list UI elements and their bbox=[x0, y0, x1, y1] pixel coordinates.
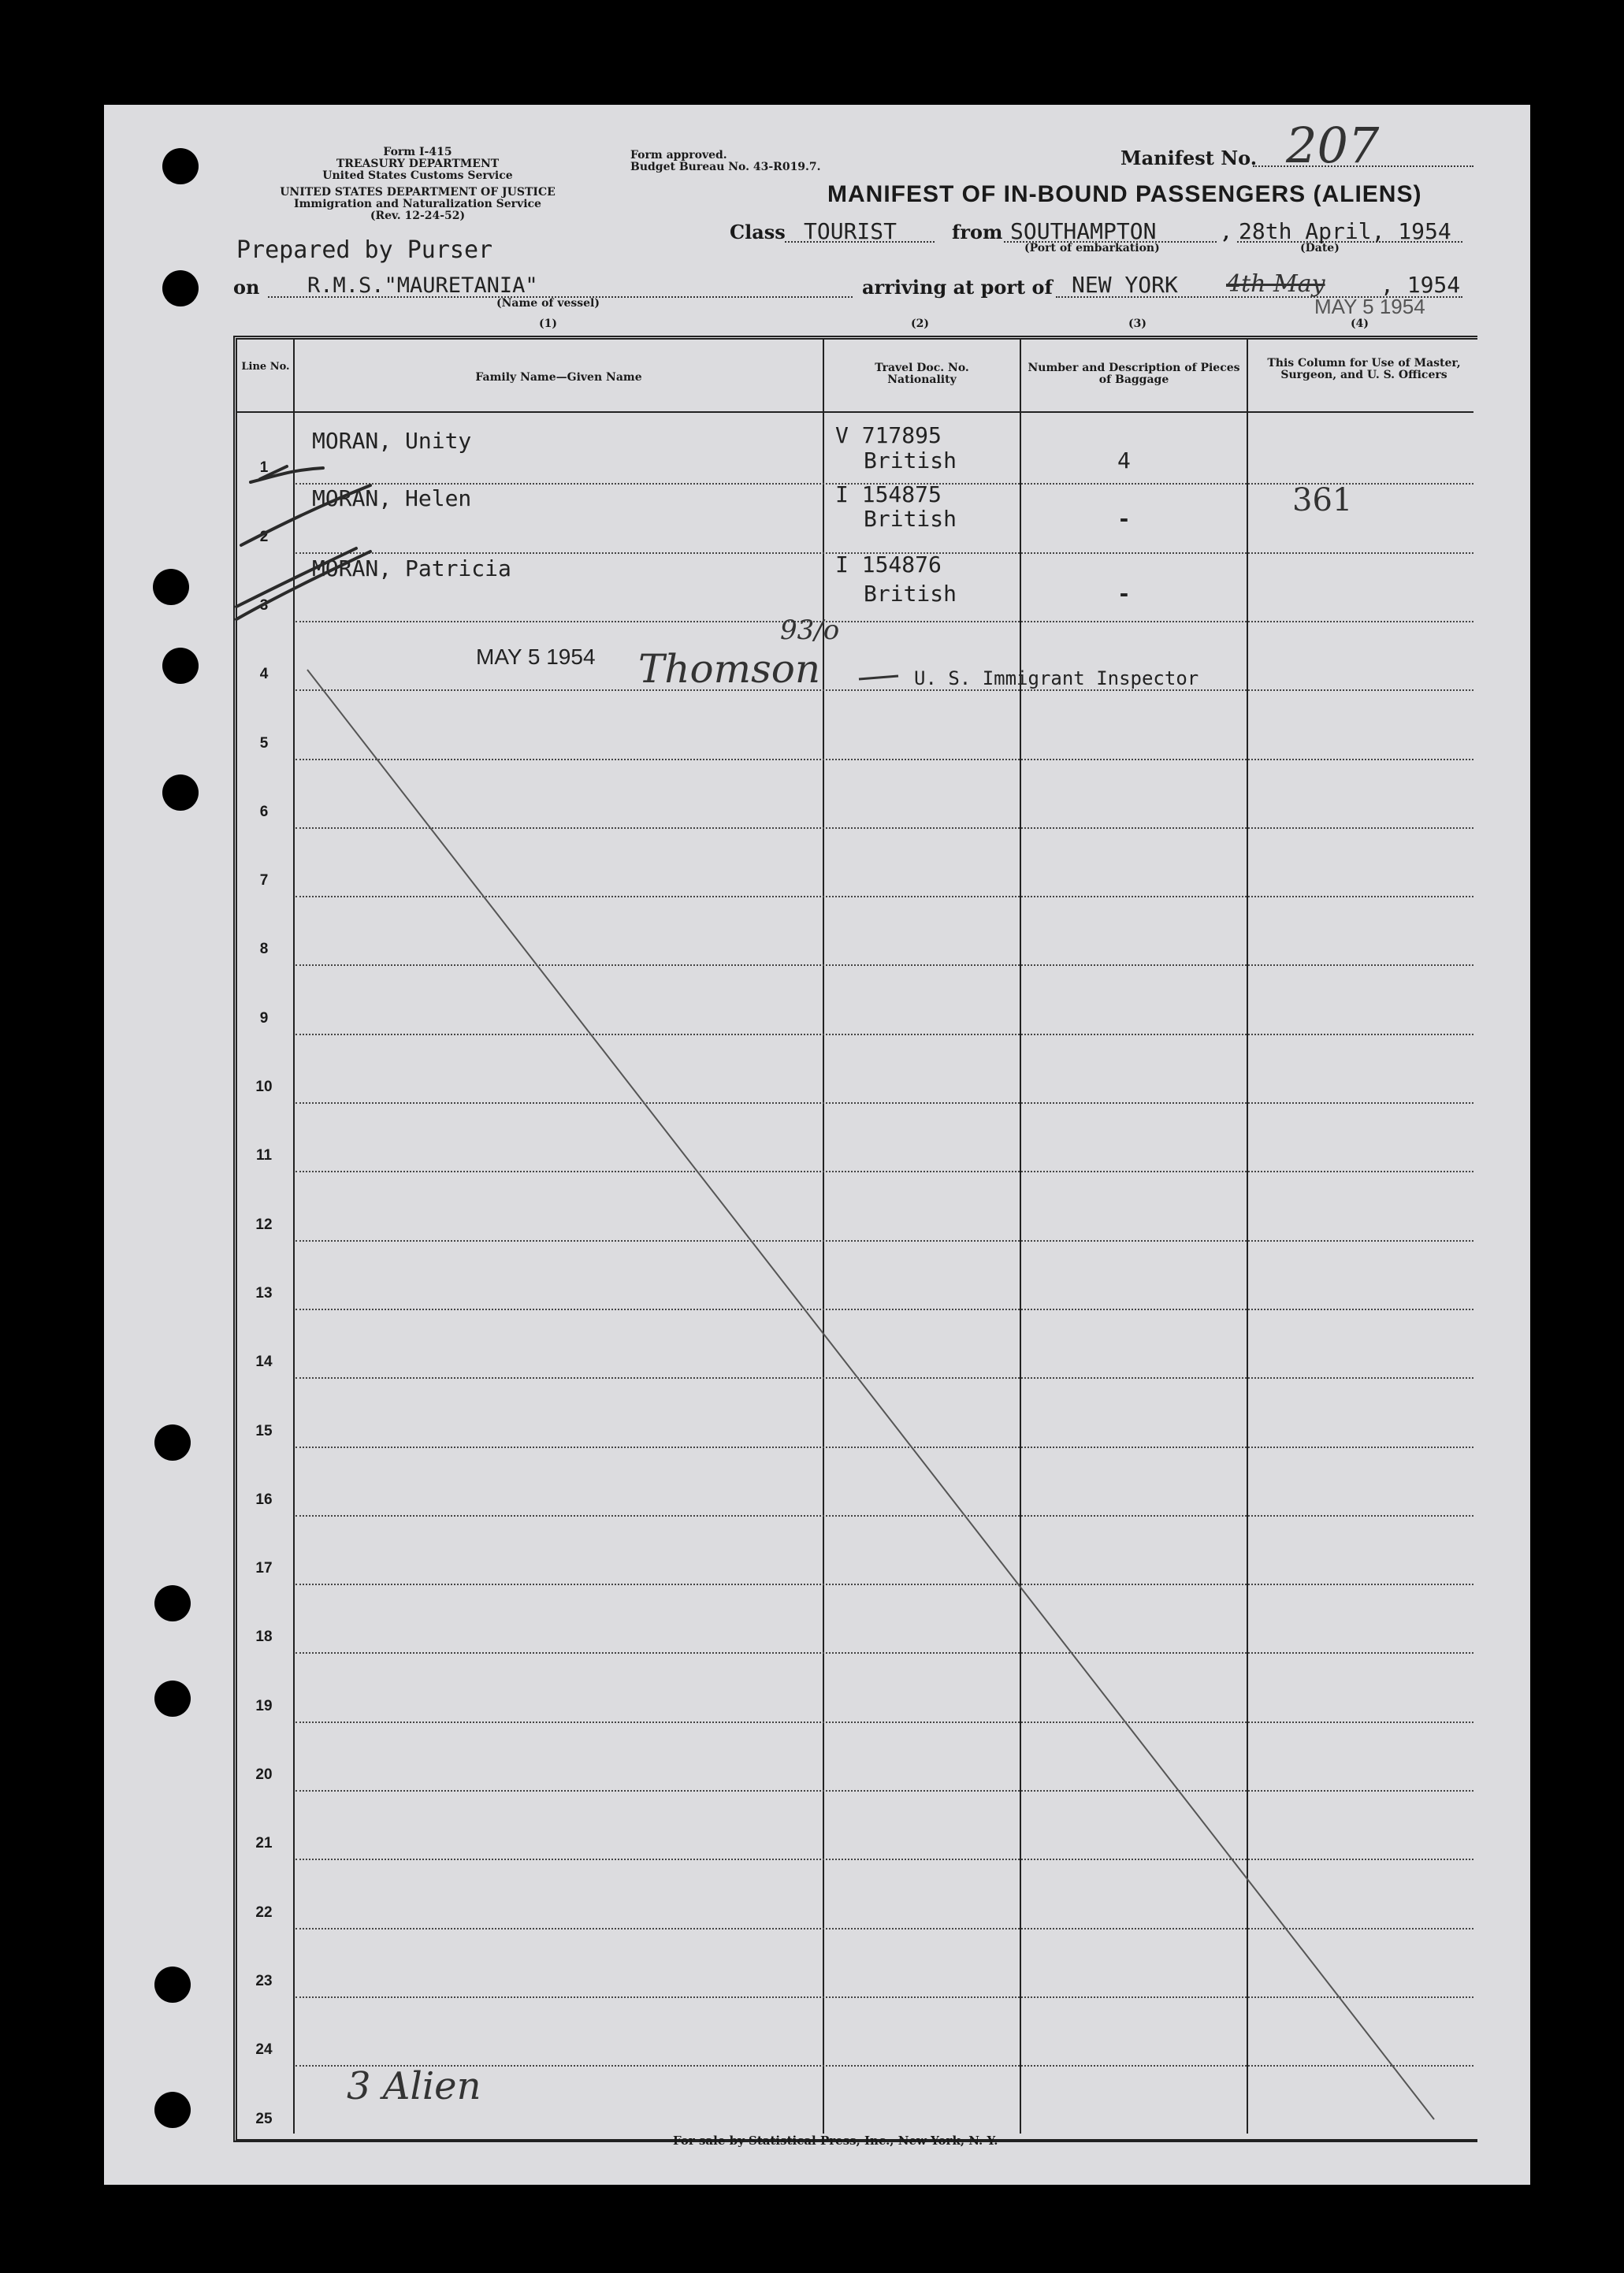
date-comma: , bbox=[1223, 221, 1230, 243]
page-title: MANIFEST OF IN-BOUND PASSENGERS (ALIENS) bbox=[827, 181, 1422, 207]
nationality: British bbox=[864, 581, 957, 607]
travel-doc-number: I 154876 bbox=[835, 552, 942, 578]
caption-3: (3) bbox=[1128, 318, 1146, 330]
manifest-no-label: Manifest No. bbox=[1120, 147, 1258, 169]
handwritten-note: 93/o bbox=[780, 615, 840, 646]
prepared-by: Prepared by Purser bbox=[236, 236, 493, 264]
arrival-port: NEW YORK bbox=[1072, 272, 1178, 298]
arrival-date-stamp: MAY 5 1954 bbox=[1314, 295, 1425, 318]
line-number: 6 bbox=[259, 803, 269, 820]
check-mark bbox=[241, 485, 370, 545]
line-number: 7 bbox=[259, 872, 269, 890]
nationality: British bbox=[864, 506, 957, 532]
arriving-label: arriving at port of bbox=[862, 276, 1053, 299]
cancel-line bbox=[307, 670, 1434, 2119]
header-officers: This Column for Use of Master, Surgeon, and U. S. Officers bbox=[1267, 357, 1461, 381]
line-number: 24 bbox=[255, 2041, 273, 2059]
baggage-count: - bbox=[1117, 581, 1131, 607]
date-caption: (Date) bbox=[1300, 242, 1340, 254]
line-number: 2 bbox=[259, 528, 269, 545]
vessel-caption: (Name of vessel) bbox=[496, 297, 600, 310]
total-note: 3 Alien bbox=[347, 2064, 481, 2108]
line-number: 22 bbox=[255, 1903, 273, 1921]
line-number: 9 bbox=[259, 1009, 269, 1027]
date-value: 28th April, 1954 bbox=[1239, 218, 1451, 244]
inspection-date-stamp: MAY 5 1954 bbox=[476, 644, 596, 669]
line-number: 20 bbox=[255, 1766, 273, 1783]
on-label: on bbox=[233, 276, 260, 299]
line-number: 11 bbox=[255, 1147, 273, 1164]
line-number: 16 bbox=[255, 1491, 273, 1508]
baggage-count: 4 bbox=[1117, 448, 1131, 474]
treasury-label: TREASURY DEPARTMENT bbox=[336, 158, 500, 170]
line-number: 18 bbox=[255, 1629, 273, 1646]
line-number: 4 bbox=[259, 666, 269, 683]
line-number: 23 bbox=[255, 1972, 273, 1989]
passenger-name: MORAN, Helen bbox=[312, 485, 472, 511]
line-number: 14 bbox=[255, 1354, 273, 1371]
header-name: Family Name—Given Name bbox=[475, 371, 642, 384]
line-number: 5 bbox=[259, 734, 269, 752]
caption-2: (2) bbox=[911, 318, 929, 330]
line-number: 19 bbox=[255, 1697, 273, 1714]
from-value: SOUTHAMPTON bbox=[1010, 218, 1157, 244]
caption-1: (1) bbox=[539, 318, 557, 330]
line-number: 12 bbox=[255, 1216, 273, 1233]
header-baggage: Number and Description of Pieces of Baggage bbox=[1028, 362, 1240, 386]
line-number: 8 bbox=[259, 941, 269, 958]
check-mark bbox=[236, 552, 370, 619]
line-number: 10 bbox=[255, 1079, 273, 1095]
caption-4: (4) bbox=[1351, 318, 1369, 330]
budget-label: Budget Bureau No. 43-R019.7. bbox=[630, 161, 821, 173]
footer-printer: For sale by Statistical Press, Inc., New York, N. Y. bbox=[673, 2134, 998, 2148]
customs-label: United States Customs Service bbox=[322, 169, 513, 182]
revision-label: (Rev. 12-24-52) bbox=[370, 210, 466, 222]
travel-doc-number: V 717895 bbox=[835, 422, 942, 448]
port-embark-caption: (Port of embarkation) bbox=[1024, 242, 1160, 254]
travel-doc-number: I 154875 bbox=[835, 481, 942, 507]
inspector-signature: Thomson bbox=[638, 646, 821, 692]
baggage-count: - bbox=[1117, 506, 1131, 532]
ins-label: Immigration and Naturalization Service bbox=[294, 198, 541, 210]
line-number: 21 bbox=[255, 1835, 273, 1852]
line-number: 1 bbox=[259, 459, 269, 477]
line-number: 3 bbox=[259, 596, 269, 614]
manifest-no-value: 207 bbox=[1286, 117, 1380, 174]
line-number: 25 bbox=[255, 2110, 273, 2127]
nationality: British bbox=[864, 448, 957, 474]
line-number: 13 bbox=[255, 1284, 273, 1302]
signature-underline bbox=[859, 676, 898, 679]
approved-label: Form approved. bbox=[630, 149, 727, 162]
justice-label: UNITED STATES DEPARTMENT OF JUSTICE bbox=[280, 186, 556, 199]
line-number: 17 bbox=[255, 1560, 273, 1577]
class-value: TOURIST bbox=[804, 218, 897, 244]
check-mark bbox=[236, 548, 356, 607]
inspector-title: U. S. Immigrant Inspector bbox=[914, 667, 1199, 689]
form-number: Form I-415 bbox=[383, 146, 452, 158]
arrival-year: , 1954 bbox=[1381, 272, 1461, 298]
officer-mark: 361 bbox=[1292, 482, 1353, 518]
line-number: 15 bbox=[255, 1422, 273, 1439]
header-travel-doc: Travel Doc. No. Nationality bbox=[875, 362, 969, 386]
from-label: from bbox=[952, 221, 1003, 243]
class-label: Class bbox=[730, 221, 786, 243]
header-line-no: Line No. bbox=[241, 361, 290, 373]
passenger-name: MORAN, Unity bbox=[312, 428, 472, 454]
vessel-name: R.M.S."MAURETANIA" bbox=[307, 273, 538, 298]
arrival-date-struck: 4th May bbox=[1226, 270, 1325, 298]
passenger-name: MORAN, Patricia bbox=[312, 555, 511, 581]
